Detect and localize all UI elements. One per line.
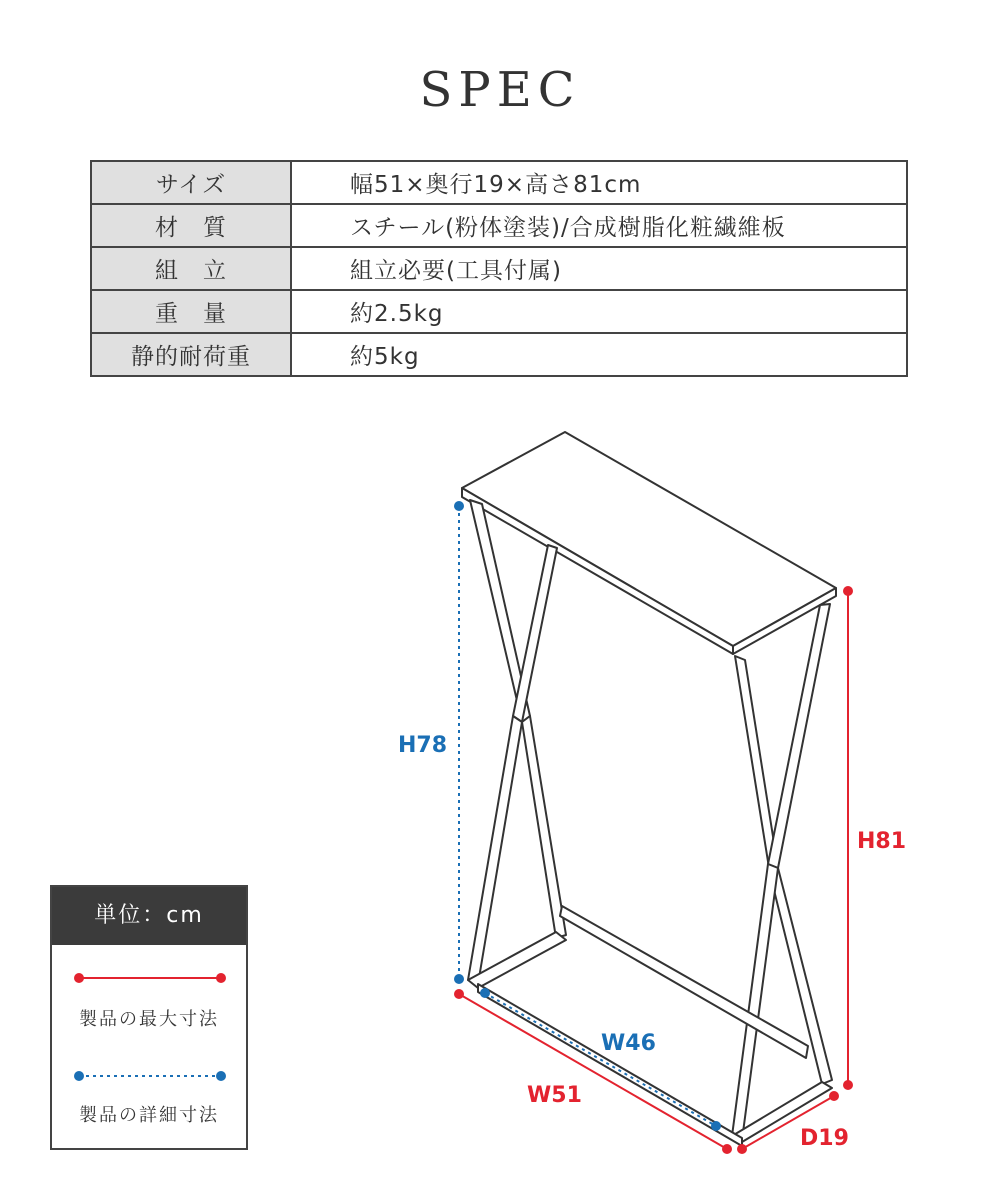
spec-value-load: 約5kg: [291, 333, 907, 376]
right-leg-d: [732, 864, 778, 1140]
right-leg-c: [768, 604, 830, 868]
w46-label: W46: [601, 1031, 656, 1056]
h81-bottom-dot: [843, 1080, 853, 1090]
w51-label: W51: [527, 1083, 582, 1108]
w46-left-dot: [480, 988, 490, 998]
left-leg-d: [468, 716, 522, 984]
h78-bottom-dot: [454, 974, 464, 984]
w51-left-dot: [454, 989, 464, 999]
w51-right-dot: [722, 1144, 732, 1154]
left-leg-c: [513, 545, 557, 722]
w51-line: [459, 994, 727, 1149]
legend-box: [50, 885, 248, 1150]
spec-label-weight: 重 量: [91, 290, 291, 333]
h81-top-dot: [843, 586, 853, 596]
legend-header: 単位：cm: [52, 887, 246, 945]
h78-top-dot: [454, 501, 464, 511]
legend-max-line: [74, 972, 226, 984]
front-stretcher: [478, 984, 742, 1146]
page-title: SPEC: [419, 62, 581, 118]
legend-max-label: 製品の最大寸法: [79, 1009, 219, 1030]
w46-right-dot: [711, 1121, 721, 1131]
legend-detail-label: 製品の詳細寸法: [79, 1105, 219, 1126]
d19-label: D19: [800, 1126, 849, 1151]
spec-label-material: 材 質: [91, 204, 291, 247]
tabletop: [462, 432, 836, 646]
spec-label-assembly: 組 立: [91, 247, 291, 290]
spec-value-assembly: 組立必要(工具付属): [291, 247, 907, 290]
w46-line: [485, 993, 716, 1126]
spec-value-size: 幅51×奥行19×高さ81cm: [291, 161, 907, 204]
spec-label-size: サイズ: [91, 161, 291, 204]
spec-value-weight: 約2.5kg: [291, 290, 907, 333]
spec-label-load: 静的耐荷重: [91, 333, 291, 376]
spec-value-material: スチール(粉体塗装)/合成樹脂化粧繊維板: [291, 204, 907, 247]
left-leg-b: [522, 716, 566, 938]
h81-label: H81: [857, 829, 907, 854]
d19-left-dot: [737, 1144, 747, 1154]
h78-label: H78: [398, 733, 448, 758]
d19-right-dot: [829, 1091, 839, 1101]
legend-detail-line: [74, 1070, 226, 1082]
